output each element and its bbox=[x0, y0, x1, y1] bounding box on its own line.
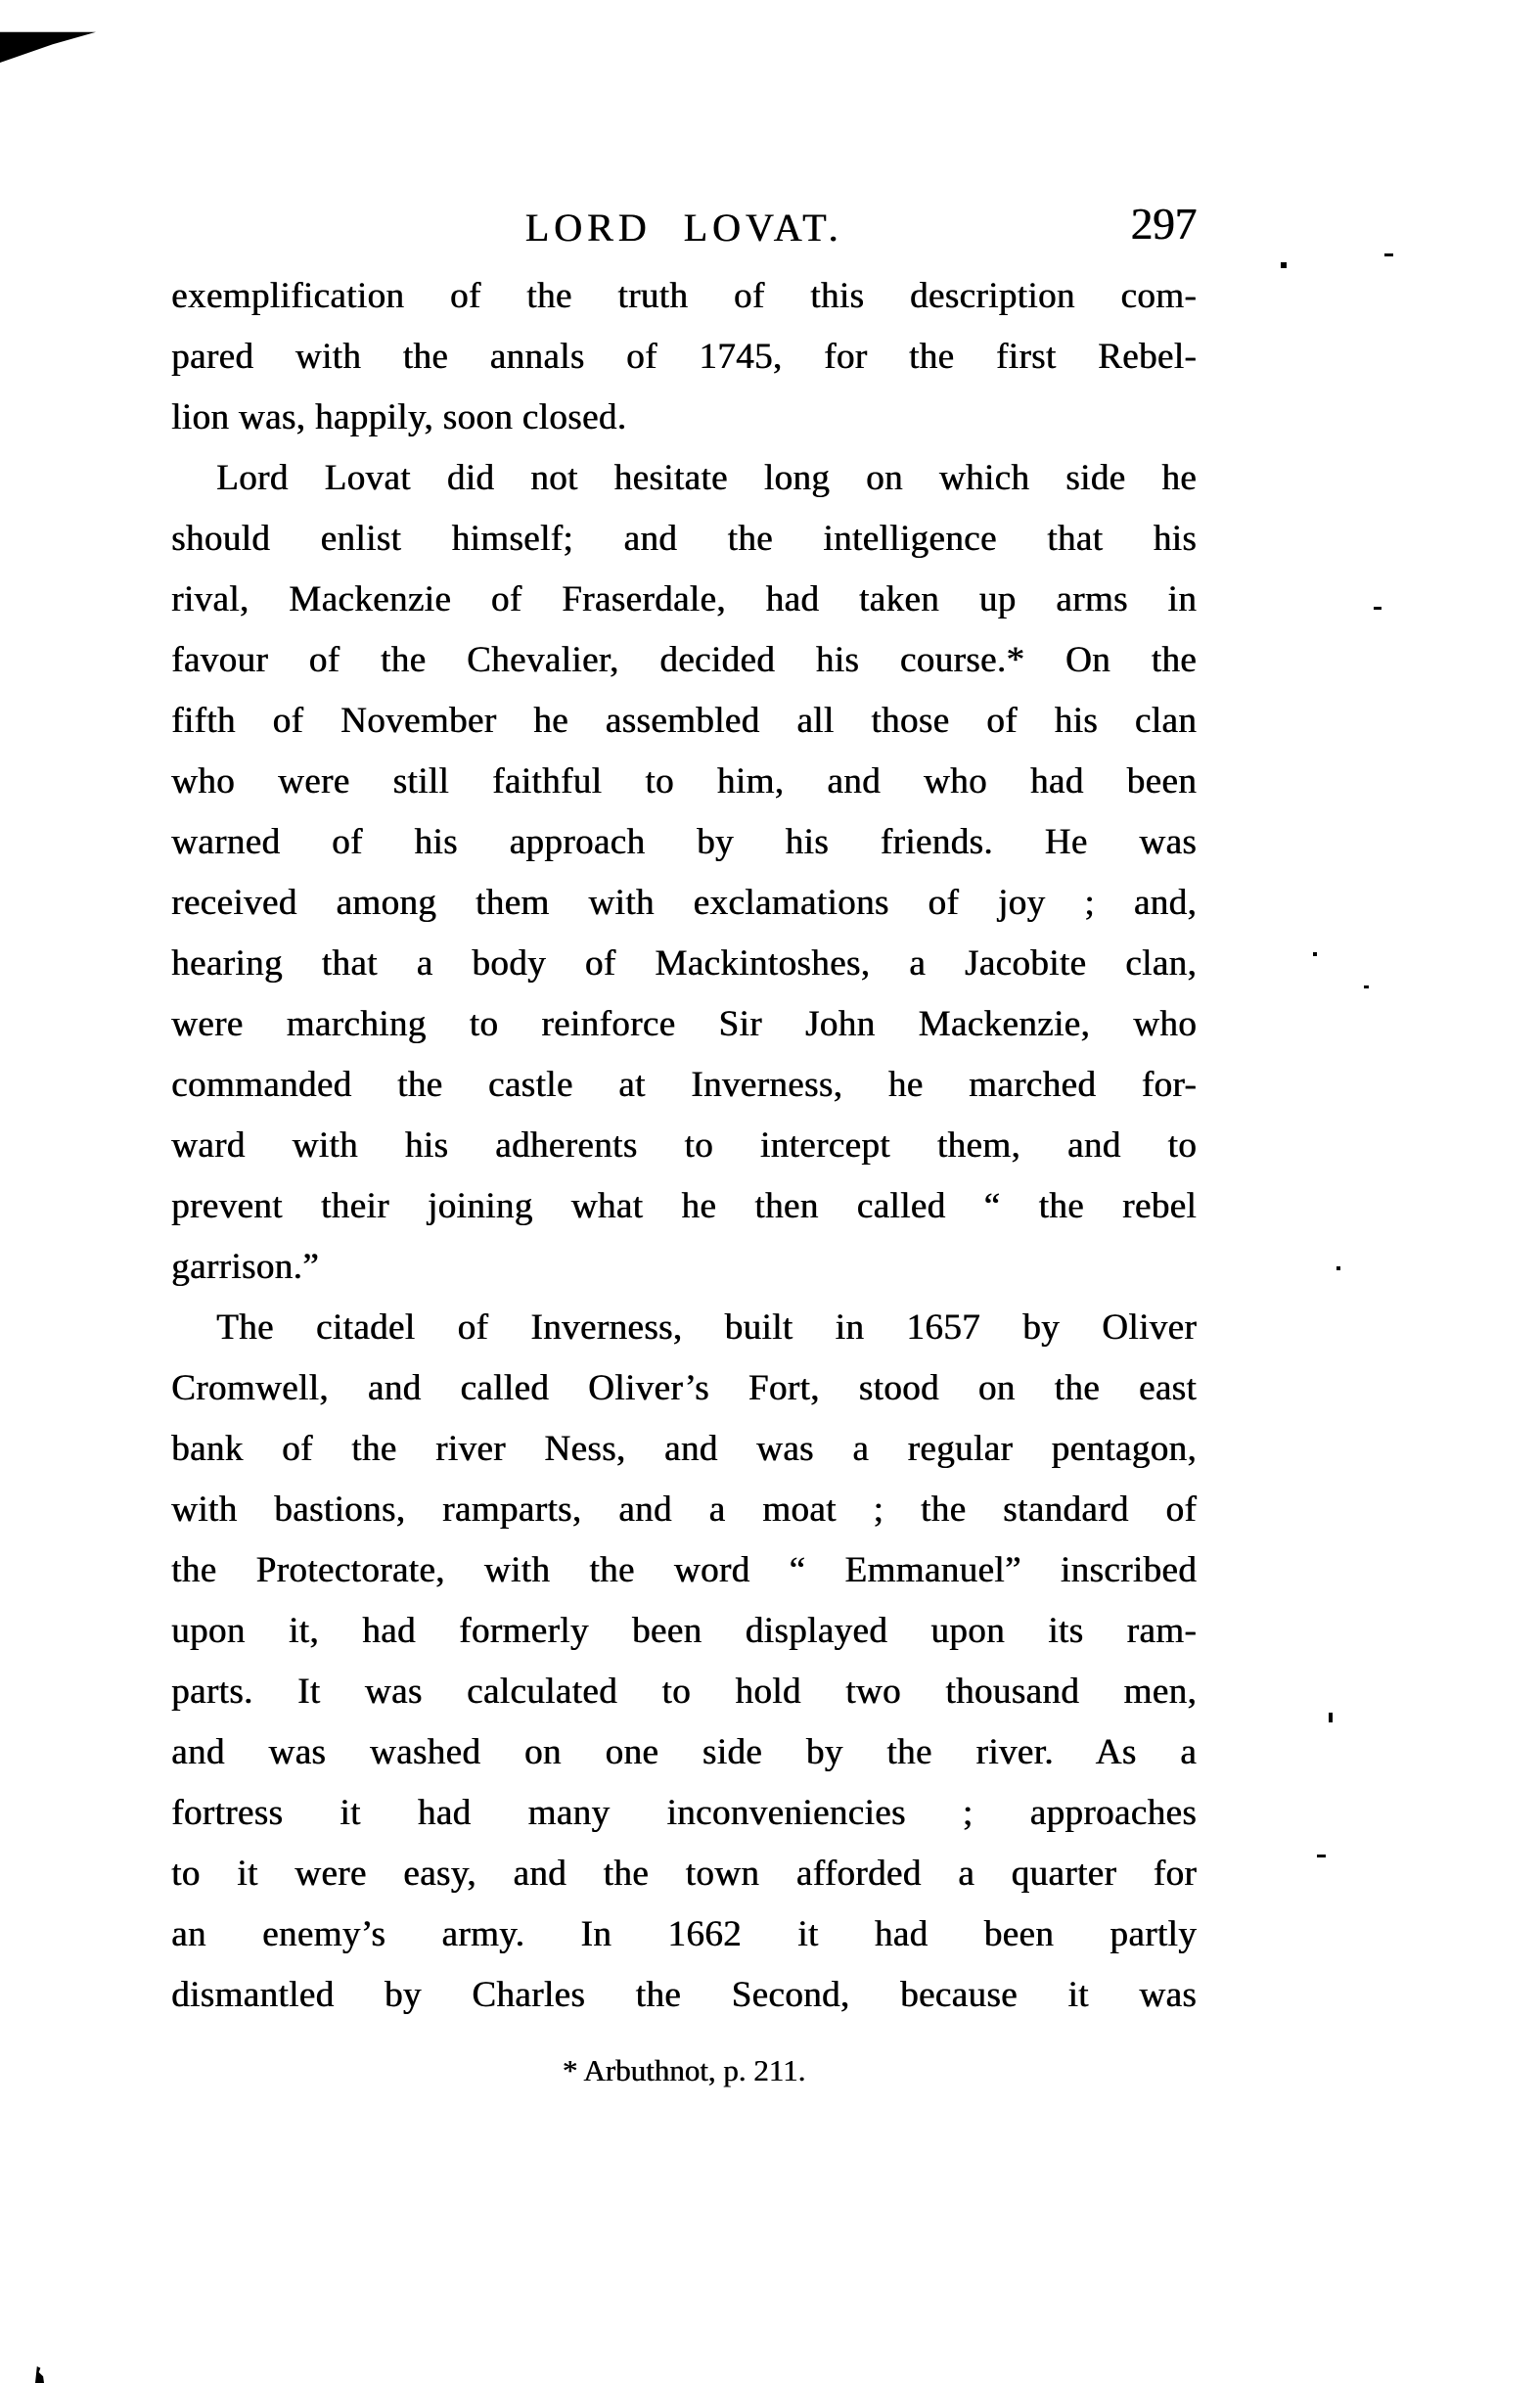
text-line: The citadel of Inverness, built in 1657 by Oliver bbox=[216, 1307, 1197, 1348]
text-line: warned of his approach by his friends. He was bbox=[171, 822, 1197, 862]
text-line: were marching to reinforce Sir John Mackenzie, who bbox=[171, 1004, 1197, 1044]
scan-artifact-bottom-smudge bbox=[35, 2366, 44, 2383]
text-line: garrison.” bbox=[171, 1247, 319, 1287]
scan-artifact-speck bbox=[1374, 607, 1381, 610]
scan-artifact-corner-blot bbox=[0, 29, 96, 63]
text-line: Lord Lovat did not hesitate long on which side he bbox=[216, 458, 1197, 498]
paragraph bbox=[171, 1298, 1197, 2026]
text-line: commanded the castle at Inverness, he marched for- bbox=[171, 1065, 1197, 1105]
page-header-row bbox=[171, 199, 1197, 257]
text-line: bank of the river Ness, and was a regular pentagon, bbox=[171, 1429, 1197, 1469]
scan-artifact-speck bbox=[1313, 952, 1317, 956]
page-number: 297 bbox=[1130, 200, 1197, 249]
scan-artifact-speck bbox=[1384, 253, 1393, 256]
text-line: hearing that a body of Mackintoshes, a Jacobite clan, bbox=[171, 943, 1197, 984]
text-line: should enlist himself; and the intelligence that his bbox=[171, 519, 1197, 559]
text-line: upon it, had formerly been displayed upon its ram- bbox=[171, 1611, 1197, 1651]
body-text bbox=[171, 266, 1197, 2026]
text-line: an enemy’s army. In 1662 it had been partly bbox=[171, 1914, 1197, 1954]
scan-artifact-speck bbox=[1364, 985, 1369, 988]
text-line: favour of the Chevalier, decided his course.* On the bbox=[171, 640, 1197, 680]
text-line: received among them with exclamations of joy ; and, bbox=[171, 883, 1197, 923]
text-line: parts. It was calculated to hold two thousand men, bbox=[171, 1672, 1197, 1712]
text-line: lion was, happily, soon closed. bbox=[171, 397, 627, 437]
text-line: and was washed on one side by the river. As a bbox=[171, 1732, 1197, 1772]
text-line: exemplification of the truth of this description com- bbox=[171, 276, 1197, 316]
footnote: * Arbuthnot, p. 211. bbox=[562, 2053, 806, 2087]
text-line: prevent their joining what he then called “ the rebel bbox=[171, 1186, 1197, 1226]
text-line: to it were easy, and the town afforded a quarter for bbox=[171, 1854, 1197, 1894]
scan-artifact-speck bbox=[1317, 1855, 1326, 1857]
text-line: pared with the annals of 1745, for the first Rebel- bbox=[171, 337, 1197, 377]
text-line: rival, Mackenzie of Fraserdale, had taken up arms in bbox=[171, 579, 1197, 619]
text-line: the Protectorate, with the word “ Emmanuel” inscribed bbox=[171, 1550, 1197, 1590]
paragraph bbox=[171, 448, 1197, 1298]
text-line: dismantled by Charles the Second, because it was bbox=[171, 1975, 1197, 2015]
text-line: with bastions, ramparts, and a moat ; the standard of bbox=[171, 1489, 1197, 1530]
paragraph bbox=[171, 266, 1197, 448]
text-line: who were still faithful to him, and who had been bbox=[171, 761, 1197, 802]
scan-artifact-speck bbox=[1336, 1266, 1340, 1270]
running-head: LORD LOVAT. bbox=[524, 206, 843, 250]
text-line: fortress it had many inconveniencies ; approaches bbox=[171, 1793, 1197, 1833]
scan-artifact-speck bbox=[1329, 1713, 1333, 1722]
scan-artifact-speck bbox=[1281, 262, 1287, 268]
text-line: fifth of November he assembled all those of his clan bbox=[171, 701, 1197, 741]
text-line: ward with his adherents to intercept them, and to bbox=[171, 1125, 1197, 1166]
text-line: Cromwell, and called Oliver’s Fort, stood on the east bbox=[171, 1368, 1197, 1408]
